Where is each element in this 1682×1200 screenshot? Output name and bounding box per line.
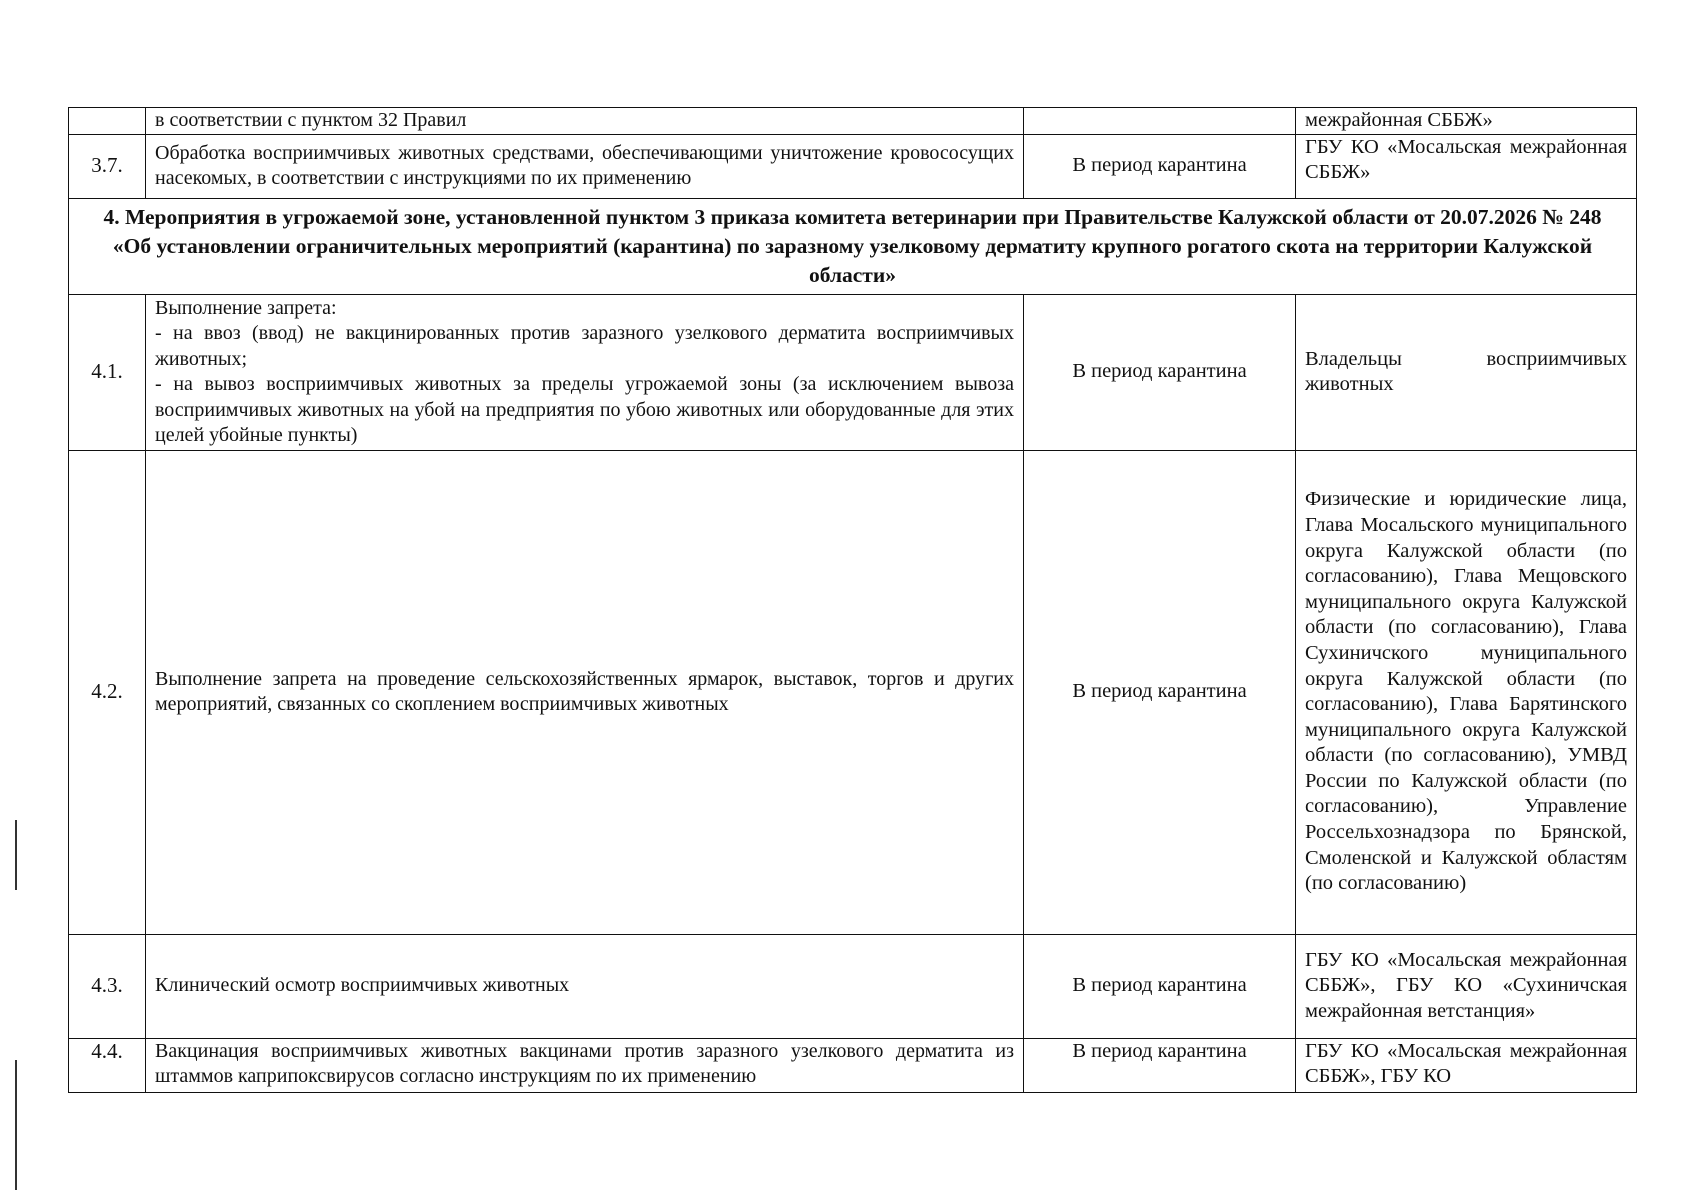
description-line: Выполнение запрета на проведение сельскохозяйственных ярмарок, выставок, торгов и других мероприятий, связанных со скоплением восприимчивых животных <box>155 667 1014 716</box>
description-line: - на ввоз (ввод) не вакцинированных против заразного узелкового дерматита восприимчивых животных; <box>155 322 1014 370</box>
measure-description <box>146 450 1024 934</box>
period-cell <box>1024 108 1296 135</box>
description-line: Клинический осмотр восприимчивых животных <box>155 974 570 997</box>
description-line: Выполнение запрета: <box>155 296 337 319</box>
responsible-cell: Физические и юридические лица, Глава Мосальского муниципального округа Калужской области (по согласованию), Глава Мещовского муниципального округа Калужской области (по согласованию), Глава Сухиничского муниципального округа Калужской области (по согласованию), Глава Барятинского муниципального округа Калужской области (по согласованию), УМВД России по Калужской области (по согласованию), Управление Россельхознадзора по Брянской, Смоленской и Калужской областям (по согласованию) <box>1296 450 1637 934</box>
measure-description <box>146 294 1024 450</box>
period-cell: В период карантина <box>1024 450 1296 934</box>
measure-description <box>146 134 1024 198</box>
row-number: 4.3. <box>69 934 146 1038</box>
period-cell: В период карантина <box>1024 294 1296 450</box>
responsible-cell: ГБУ КО «Мосальская межрайонная СББЖ», ГБУ КО «Сухиничская межрайонная ветстанция» <box>1296 934 1637 1038</box>
measures-table <box>68 107 1637 1093</box>
scan-edge-mark-lower <box>15 1060 17 1190</box>
scan-edge-mark-upper <box>15 820 17 890</box>
description-line: Обработка восприимчивых животных средствами, обеспечивающими уничтожение кровососущих насекомых, в соответствии с инструкциями по их применению <box>155 141 1014 190</box>
description-line: - на вывоз восприимчивых животных за пределы угрожаемой зоны (за исключением вывоза восприимчивых животных на убой на предприятия по убою животных или оборудованные для этих целей убойные пункты) <box>155 373 1014 447</box>
section-title: 4. Мероприятия в угрожаемой зоне, установленной пунктом 3 приказа комитета ветеринарии при Правительстве Калужской области от 20.07.2026 № 248 «Об установлении ограничительных мероприятий (карантина) по заразному узелковому дерматиту крупного рогатого скота на территории Калужской области» <box>69 198 1637 294</box>
table-row <box>69 134 1637 198</box>
description-line: в соответствии с пунктом 32 Правил <box>155 109 467 132</box>
row-number: 4.4. <box>69 1038 146 1092</box>
period-cell: В период карантина <box>1024 1038 1296 1092</box>
description-line: Вакцинация восприимчивых животных вакцинами против заразного узелкового дерматита из штаммов каприпоксвирусов согласно инструкциям по их применению <box>155 1039 1014 1088</box>
table-row <box>69 294 1637 450</box>
table-row <box>69 1038 1637 1092</box>
period-cell: В период карантина <box>1024 134 1296 198</box>
responsible-cell: Владельцы восприимчивых животных <box>1296 294 1637 450</box>
measure-description <box>146 108 1024 135</box>
row-number: 4.2. <box>69 450 146 934</box>
period-cell: В период карантина <box>1024 934 1296 1038</box>
table-row <box>69 934 1637 1038</box>
row-number <box>69 108 146 135</box>
measure-description <box>146 1038 1024 1092</box>
table-row <box>69 108 1637 135</box>
responsible-cell: ГБУ КО «Мосальская межрайонная СББЖ», ГБУ КО <box>1296 1038 1637 1092</box>
section-heading-row <box>69 198 1637 294</box>
table-row <box>69 450 1637 934</box>
responsible-cell: межрайонная СББЖ» <box>1296 108 1637 135</box>
responsible-cell: ГБУ КО «Мосальская межрайонная СББЖ» <box>1296 134 1637 198</box>
row-number: 3.7. <box>69 134 146 198</box>
measure-description <box>146 934 1024 1038</box>
row-number: 4.1. <box>69 294 146 450</box>
